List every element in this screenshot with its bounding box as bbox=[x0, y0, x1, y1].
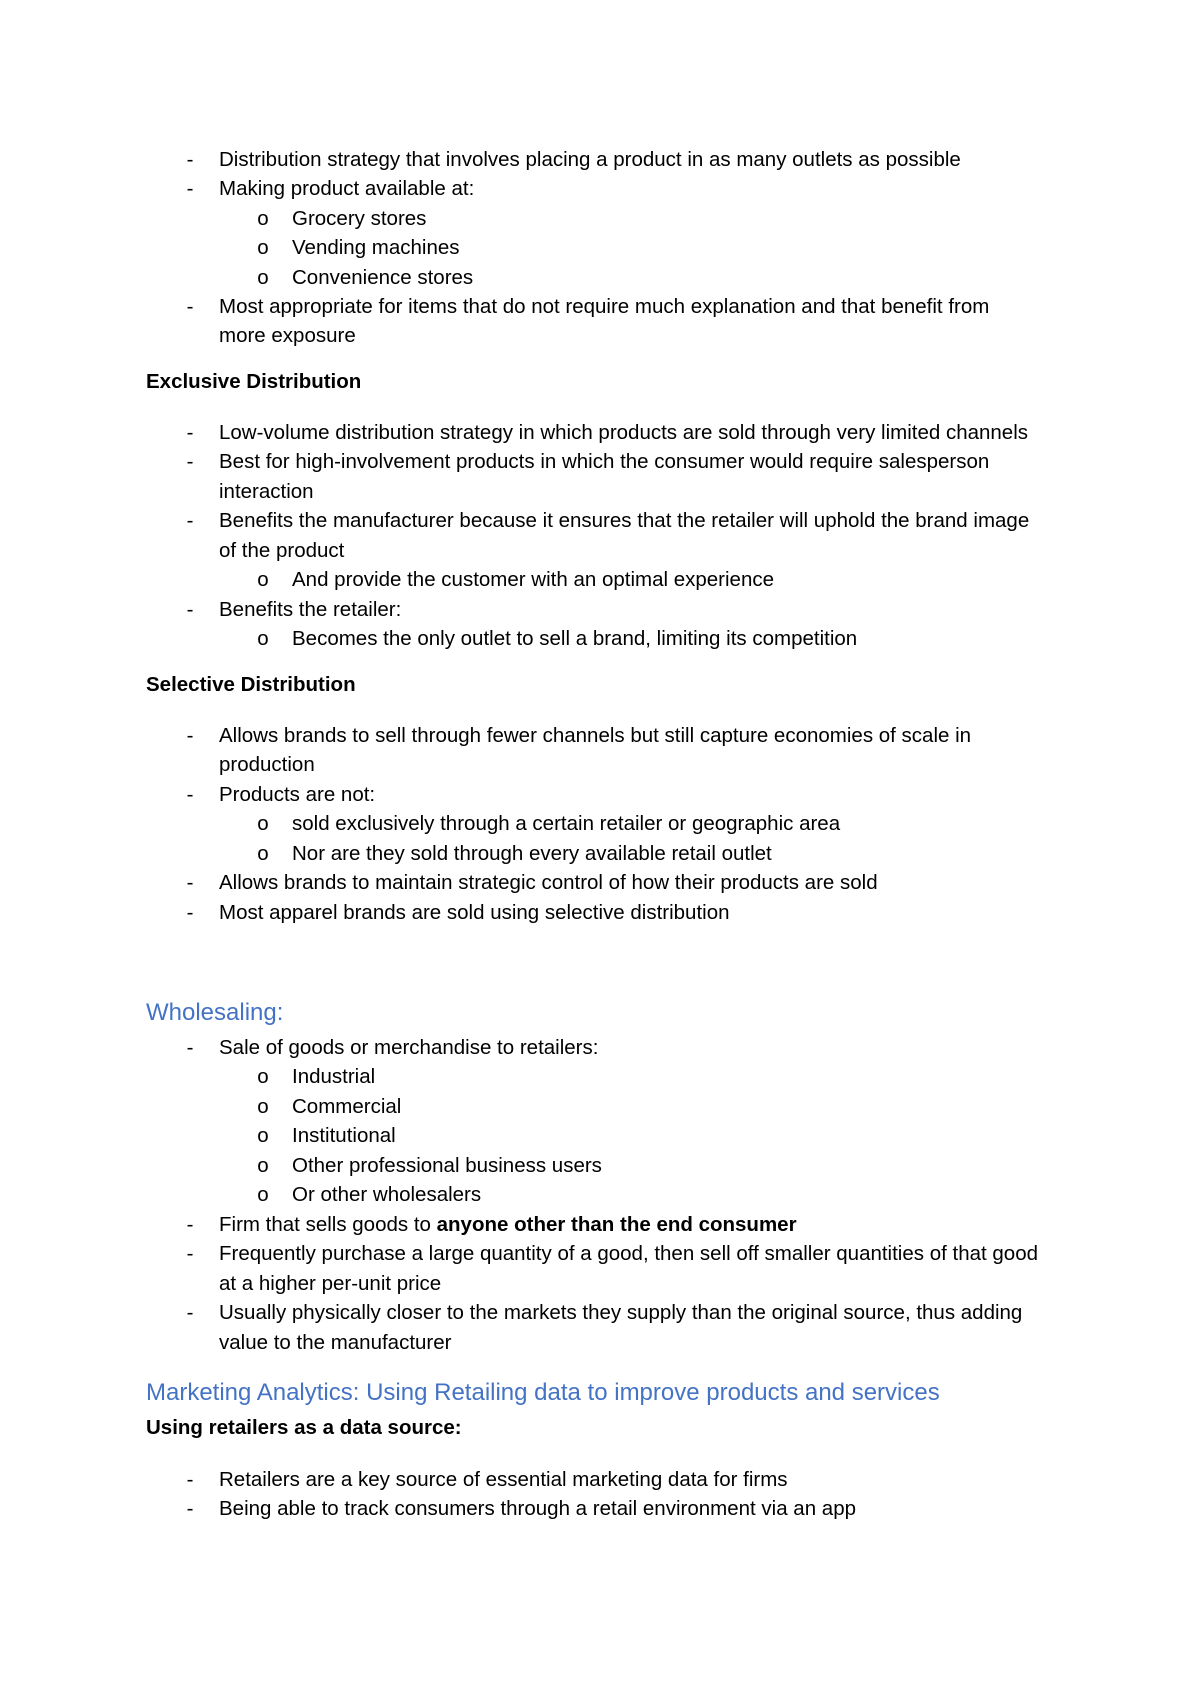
dash-bullet: - bbox=[186, 1497, 194, 1520]
section-heading-exclusive: Exclusive Distribution bbox=[146, 370, 362, 393]
section-heading-analytics: Marketing Analytics: Using Retailing data to improve products and services bbox=[146, 1379, 940, 1406]
circle-bullet: o bbox=[257, 236, 269, 259]
circle-bullet: o bbox=[257, 1154, 269, 1177]
dash-bullet: - bbox=[186, 871, 194, 894]
sub-list-item-text: Industrial bbox=[292, 1065, 376, 1088]
dash-bullet: - bbox=[186, 1036, 194, 1059]
list-item-text: Most appropriate for items that do not require much explanation and that benefit from bbox=[219, 295, 990, 318]
list-item-text: Low-volume distribution strategy in which products are sold through very limited channels bbox=[219, 421, 1029, 444]
circle-bullet: o bbox=[257, 1095, 269, 1118]
list-item-text: of the product bbox=[219, 539, 345, 562]
list-item-text bbox=[219, 1211, 797, 1239]
circle-bullet: o bbox=[257, 842, 269, 865]
list-item-text: Frequently purchase a large quantity of a good, then sell off smaller quantities of that good bbox=[219, 1242, 1038, 1265]
sub-list-item-text: Nor are they sold through every available retail outlet bbox=[292, 842, 772, 865]
sub-list-item-text: Grocery stores bbox=[292, 207, 427, 230]
circle-bullet: o bbox=[257, 568, 269, 591]
circle-bullet: o bbox=[257, 1124, 269, 1147]
circle-bullet: o bbox=[257, 207, 269, 230]
sub-list-item-text: Vending machines bbox=[292, 236, 460, 259]
list-item-text: Best for high-involvement products in which the consumer would require salesperson bbox=[219, 450, 990, 473]
list-item-text: Making product available at: bbox=[219, 177, 475, 200]
dash-bullet: - bbox=[186, 1301, 194, 1324]
list-item-text: Distribution strategy that involves placing a product in as many outlets as possible bbox=[219, 148, 961, 171]
dash-bullet: - bbox=[186, 148, 194, 171]
plain-text: Firm that sells goods to bbox=[219, 1213, 437, 1236]
sub-list-item-text: Or other wholesalers bbox=[292, 1183, 482, 1206]
list-item-text: interaction bbox=[219, 480, 314, 503]
dash-bullet: - bbox=[186, 724, 194, 747]
section-heading-wholesaling: Wholesaling: bbox=[146, 999, 284, 1026]
list-item-text: Allows brands to sell through fewer channels but still capture economies of scale in bbox=[219, 724, 972, 747]
dash-bullet: - bbox=[186, 1213, 194, 1236]
list-item-text: Products are not: bbox=[219, 783, 376, 806]
sub-list-item-text: Convenience stores bbox=[292, 266, 474, 289]
sub-list-item-text: Other professional business users bbox=[292, 1154, 602, 1177]
sub-list-item-text: sold exclusively through a certain retailer or geographic area bbox=[292, 812, 841, 835]
section-subheading: Using retailers as a data source: bbox=[146, 1416, 462, 1439]
circle-bullet: o bbox=[257, 266, 269, 289]
list-item-text: value to the manufacturer bbox=[219, 1331, 452, 1354]
circle-bullet: o bbox=[257, 1183, 269, 1206]
circle-bullet: o bbox=[257, 812, 269, 835]
list-item-text: production bbox=[219, 753, 315, 776]
list-item-text: at a higher per-unit price bbox=[219, 1272, 442, 1295]
bold-text: anyone other than the end consumer bbox=[436, 1213, 797, 1236]
list-item-text: Usually physically closer to the markets they supply than the original source, thus adding bbox=[219, 1301, 1023, 1324]
dash-bullet: - bbox=[186, 509, 194, 532]
list-item-text: Allows brands to maintain strategic control of how their products are sold bbox=[219, 871, 878, 894]
dash-bullet: - bbox=[186, 1242, 194, 1265]
list-item-text: Benefits the retailer: bbox=[219, 598, 402, 621]
dash-bullet: - bbox=[186, 783, 194, 806]
dash-bullet: - bbox=[186, 901, 194, 924]
dash-bullet: - bbox=[186, 598, 194, 621]
sub-list-item-text: Commercial bbox=[292, 1095, 402, 1118]
list-item-text: Sale of goods or merchandise to retailers: bbox=[219, 1036, 599, 1059]
sub-list-item-text: Becomes the only outlet to sell a brand, limiting its competition bbox=[292, 627, 858, 650]
dash-bullet: - bbox=[186, 295, 194, 318]
dash-bullet: - bbox=[186, 421, 194, 444]
list-item-text: Most apparel brands are sold using selective distribution bbox=[219, 901, 730, 924]
section-heading-selective: Selective Distribution bbox=[146, 673, 356, 696]
list-item-text: Retailers are a key source of essential marketing data for firms bbox=[219, 1468, 788, 1491]
list-item-text: Benefits the manufacturer because it ensures that the retailer will uphold the brand image bbox=[219, 509, 1030, 532]
dash-bullet: - bbox=[186, 450, 194, 473]
circle-bullet: o bbox=[257, 1065, 269, 1088]
list-item-text: more exposure bbox=[219, 324, 356, 347]
dash-bullet: - bbox=[186, 1468, 194, 1491]
list-item-text: Being able to track consumers through a retail environment via an app bbox=[219, 1497, 857, 1520]
sub-list-item-text: Institutional bbox=[292, 1124, 396, 1147]
sub-list-item-text: And provide the customer with an optimal experience bbox=[292, 568, 775, 591]
dash-bullet: - bbox=[186, 177, 194, 200]
circle-bullet: o bbox=[257, 627, 269, 650]
